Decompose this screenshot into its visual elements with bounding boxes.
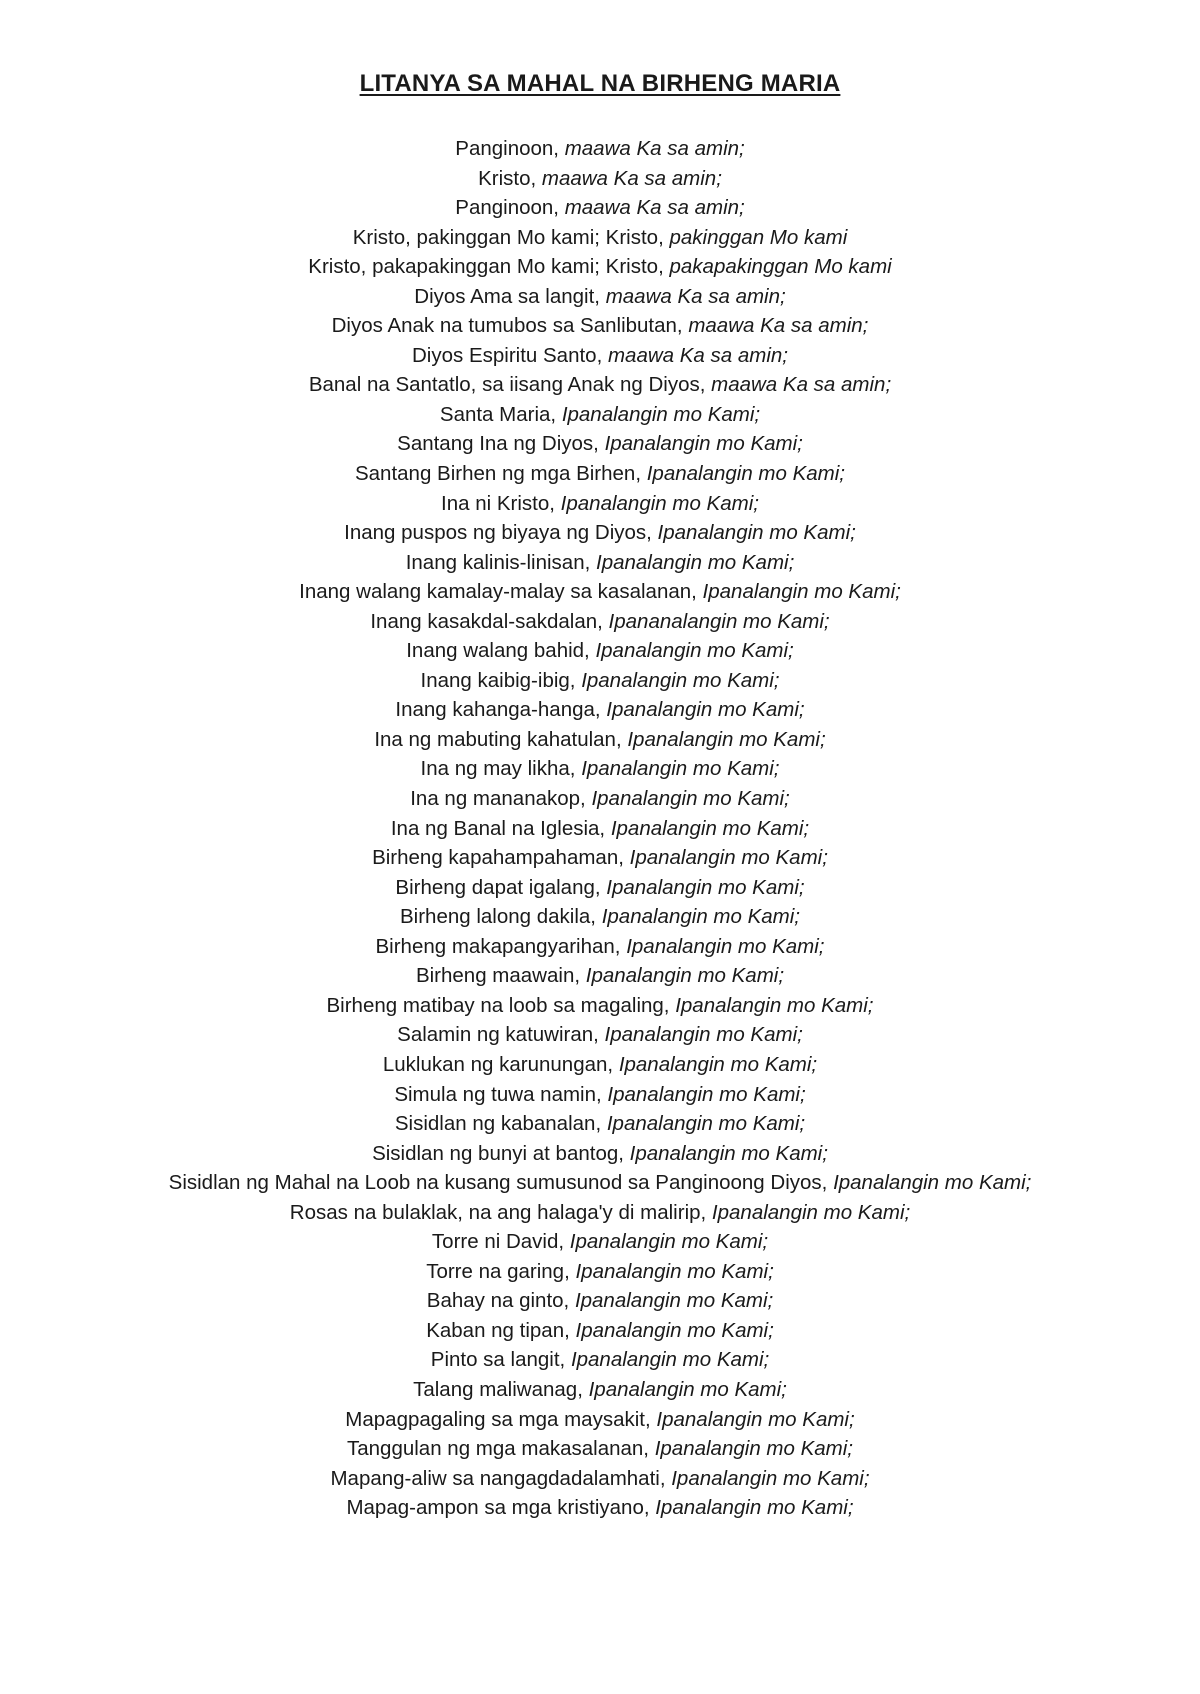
litany-invocation: Banal na Santatlo, sa iisang Anak ng Diyos,: [308, 373, 712, 397]
litany-response: Ipanalangin mo Kami;: [581, 668, 780, 692]
litany-line: [0, 1345, 1200, 1375]
litany-line: [0, 311, 1200, 341]
litany-line: [0, 754, 1200, 784]
litany-line: [0, 1375, 1200, 1405]
litany-invocation: Birheng makapangyarihan,: [375, 934, 627, 958]
litany-invocation: Santang Birhen ng mga Birhen,: [354, 462, 647, 486]
litany-response: Ipanalangin mo Kami;: [585, 964, 785, 988]
litany-invocation: Tanggulan ng mga makasalanan,: [346, 1437, 655, 1461]
litany-response: Ipanalangin mo Kami;: [654, 1437, 853, 1461]
litany-invocation: Diyos Ama sa langit,: [414, 284, 606, 308]
litany-response: Ipanalangin mo Kami;: [604, 1023, 803, 1047]
litany-invocation: Ina ng may likha,: [420, 757, 582, 781]
litany-invocation: Diyos Espiritu Santo,: [411, 343, 608, 367]
litany-line: [0, 1493, 1200, 1523]
litany-invocation: Pinto sa langit,: [430, 1348, 571, 1372]
litany-response: Ipanalangin mo Kami;: [606, 1112, 806, 1136]
litany-line: [0, 1405, 1200, 1435]
litany-invocation: Kristo, pakapakinggan Mo kami; Kristo,: [308, 255, 670, 279]
litany-response: maawa Ka sa amin;: [688, 314, 869, 338]
litany-response: Ipanalangin mo Kami;: [569, 1230, 769, 1254]
litany-response: maawa Ka sa amin;: [607, 343, 788, 367]
document-title: LITANYA SA MAHAL NA BIRHENG MARIA: [359, 70, 841, 97]
litany-line: [0, 695, 1200, 725]
litany-response: maawa Ka sa amin;: [564, 137, 745, 160]
litany-line: [0, 1168, 1200, 1198]
litany-invocation: Mapag-ampon sa mga kristiyano,: [346, 1496, 656, 1520]
litany-invocation: Sisidlan ng kabanalan,: [394, 1112, 607, 1136]
litany-line: [0, 518, 1200, 548]
litany-invocation: Rosas na bulaklak, na ang halaga'y di malirip,: [289, 1200, 712, 1224]
litany-line: [0, 961, 1200, 991]
litany-response: Ipanalangin mo Kami;: [575, 1318, 774, 1342]
litany-response: Ipanalangin mo Kami;: [588, 1377, 787, 1401]
litany-invocation: Birheng kapahampahaman,: [372, 846, 630, 870]
litany-line: [0, 843, 1200, 873]
litany-invocation: Ina ng mananakop,: [410, 787, 592, 811]
litany-invocation: Birheng lalong dakila,: [399, 905, 602, 929]
litany-response: Ipanalangin mo Kami;: [560, 491, 759, 515]
litany-invocation: Salamin ng katuwiran,: [397, 1023, 605, 1047]
litany-line: [0, 489, 1200, 519]
litany-response: Ipanalangin mo Kami;: [570, 1348, 770, 1372]
litany-invocation: Kaban ng tipan,: [426, 1318, 576, 1342]
litany-line: [0, 1020, 1200, 1050]
litany-invocation: Simula ng tuwa namin,: [394, 1082, 608, 1106]
litany-response: Ipanalangin mo Kami;: [574, 1289, 774, 1313]
litany-response: Ipanalangin mo Kami;: [629, 846, 828, 870]
litany-invocation: Santa Maria,: [439, 402, 562, 426]
litany-response: maawa Ka sa amin;: [564, 196, 745, 220]
litany-response: Ipanalangin mo Kami;: [626, 934, 825, 958]
litany-line: [0, 814, 1200, 844]
litany-invocation: Panginoon,: [455, 196, 565, 220]
litany-line: [0, 725, 1200, 755]
litany-response: Ipanalangin mo Kami;: [575, 1259, 774, 1283]
litany-response: maawa Ka sa amin;: [711, 373, 892, 397]
litany-list: [0, 134, 1200, 1523]
litany-line: [0, 1109, 1200, 1139]
litany-invocation: Sisidlan ng bunyi at bantog,: [372, 1141, 630, 1165]
litany-invocation: Bahay na ginto,: [426, 1289, 575, 1313]
litany-line: [0, 991, 1200, 1021]
litany-response: Ipanalangin mo Kami;: [607, 1082, 806, 1106]
litany-invocation: Inang kasakdal-sakdalan,: [370, 609, 609, 633]
litany-invocation: Birheng dapat igalang,: [395, 875, 607, 899]
litany-response: Ipanalangin mo Kami;: [629, 1141, 828, 1165]
litany-line: [0, 1257, 1200, 1287]
litany-invocation: Kristo, pakinggan Mo kami; Kristo,: [352, 225, 670, 249]
litany-invocation: Inang walang kamalay-malay sa kasalanan,: [299, 580, 703, 604]
litany-line: [0, 666, 1200, 696]
litany-response: Ipanalangin mo Kami;: [656, 1407, 855, 1431]
litany-invocation: Inang kahanga-hanga,: [395, 698, 607, 722]
litany-invocation: Diyos Anak na tumubos sa Sanlibutan,: [331, 314, 689, 338]
litany-line: [0, 1286, 1200, 1316]
litany-invocation: Torre ni David,: [431, 1230, 570, 1254]
litany-response: Ipanalangin mo Kami;: [596, 550, 795, 574]
litany-response: Ipanalangin mo Kami;: [604, 432, 803, 456]
litany-response: Ipanalangin mo Kami;: [606, 698, 805, 722]
litany-line: [0, 400, 1200, 430]
litany-invocation: Talang maliwanag,: [413, 1377, 589, 1401]
litany-line: [0, 193, 1200, 223]
litany-line: [0, 1434, 1200, 1464]
litany-invocation: Birheng maawain,: [415, 964, 586, 988]
litany-response: Ipanalangin mo Kami;: [618, 1052, 818, 1076]
litany-response: Ipanalangin mo Kami;: [581, 757, 780, 781]
litany-line: [0, 577, 1200, 607]
litany-invocation: Sisidlan ng Mahal na Loob na kusang sumusunod sa Panginoong Diyos,: [168, 1171, 834, 1195]
litany-response: Ipanalangin mo Kami;: [711, 1200, 911, 1224]
litany-line: [0, 252, 1200, 282]
litany-response: Ipanalangin mo Kami;: [561, 402, 761, 426]
litany-response: Ipananalangin mo Kami;: [608, 609, 830, 633]
litany-response: Ipanalangin mo Kami;: [671, 1466, 870, 1490]
litany-response: Ipanalangin mo Kami;: [657, 521, 856, 545]
litany-line: [0, 164, 1200, 194]
litany-response: Ipanalangin mo Kami;: [675, 993, 874, 1017]
litany-line: [0, 1227, 1200, 1257]
litany-line: [0, 784, 1200, 814]
litany-response: Ipanalangin mo Kami;: [601, 905, 800, 929]
litany-invocation: Santang Ina ng Diyos,: [397, 432, 605, 456]
litany-line: [0, 223, 1200, 253]
litany-invocation: Ina ni Kristo,: [441, 491, 561, 515]
litany-response: Ipanalangin mo Kami;: [591, 787, 790, 811]
litany-response: pakinggan Mo kami: [669, 225, 848, 249]
litany-invocation: Birheng matibay na loob sa magaling,: [326, 993, 676, 1017]
litany-response: Ipanalangin mo Kami;: [702, 580, 901, 604]
litany-invocation: Inang walang bahid,: [406, 639, 596, 663]
litany-response: maawa Ka sa amin;: [605, 284, 786, 308]
litany-line: [0, 548, 1200, 578]
litany-line: [0, 282, 1200, 312]
litany-invocation: Inang kalinis-linisan,: [405, 550, 596, 574]
litany-line: [0, 134, 1200, 164]
litany-line: [0, 636, 1200, 666]
litany-line: [0, 932, 1200, 962]
litany-line: [0, 1198, 1200, 1228]
litany-response: Ipanalangin mo Kami;: [655, 1496, 854, 1520]
litany-line: [0, 902, 1200, 932]
litany-invocation: Inang puspos ng biyaya ng Diyos,: [344, 521, 658, 545]
litany-invocation: Mapang-aliw sa nangagdadalamhati,: [330, 1466, 672, 1490]
litany-line: [0, 341, 1200, 371]
litany-invocation: Mapagpagaling sa mga maysakit,: [345, 1407, 657, 1431]
litany-line: [0, 1464, 1200, 1494]
litany-line: [0, 459, 1200, 489]
litany-response: Ipanalangin mo Kami;: [627, 727, 826, 751]
litany-response: maawa Ka sa amin;: [541, 166, 722, 190]
litany-line: [0, 1316, 1200, 1346]
litany-line: [0, 1050, 1200, 1080]
litany-line: [0, 873, 1200, 903]
litany-invocation: Kristo,: [478, 166, 542, 190]
litany-response: Ipanalangin mo Kami;: [606, 875, 805, 899]
litany-response: Ipanalangin mo Kami;: [610, 816, 810, 840]
litany-line: [0, 370, 1200, 400]
litany-invocation: Luklukan ng karunungan,: [382, 1052, 619, 1076]
litany-response: pakapakinggan Mo kami: [669, 255, 892, 279]
litany-line: [0, 607, 1200, 637]
litany-invocation: Ina ng mabuting kahatulan,: [374, 727, 628, 751]
litany-response: Ipanalangin mo Kami;: [833, 1171, 1032, 1195]
litany-line: [0, 429, 1200, 459]
litany-response: Ipanalangin mo Kami;: [595, 639, 794, 663]
litany-invocation: Panginoon,: [455, 137, 565, 160]
litany-line: [0, 1139, 1200, 1169]
litany-response: Ipanalangin mo Kami;: [646, 462, 846, 486]
litany-invocation: Ina ng Banal na Iglesia,: [390, 816, 611, 840]
litany-invocation: Inang kaibig-ibig,: [420, 668, 582, 692]
litany-line: [0, 1080, 1200, 1110]
litany-invocation: Torre na garing,: [426, 1259, 576, 1283]
